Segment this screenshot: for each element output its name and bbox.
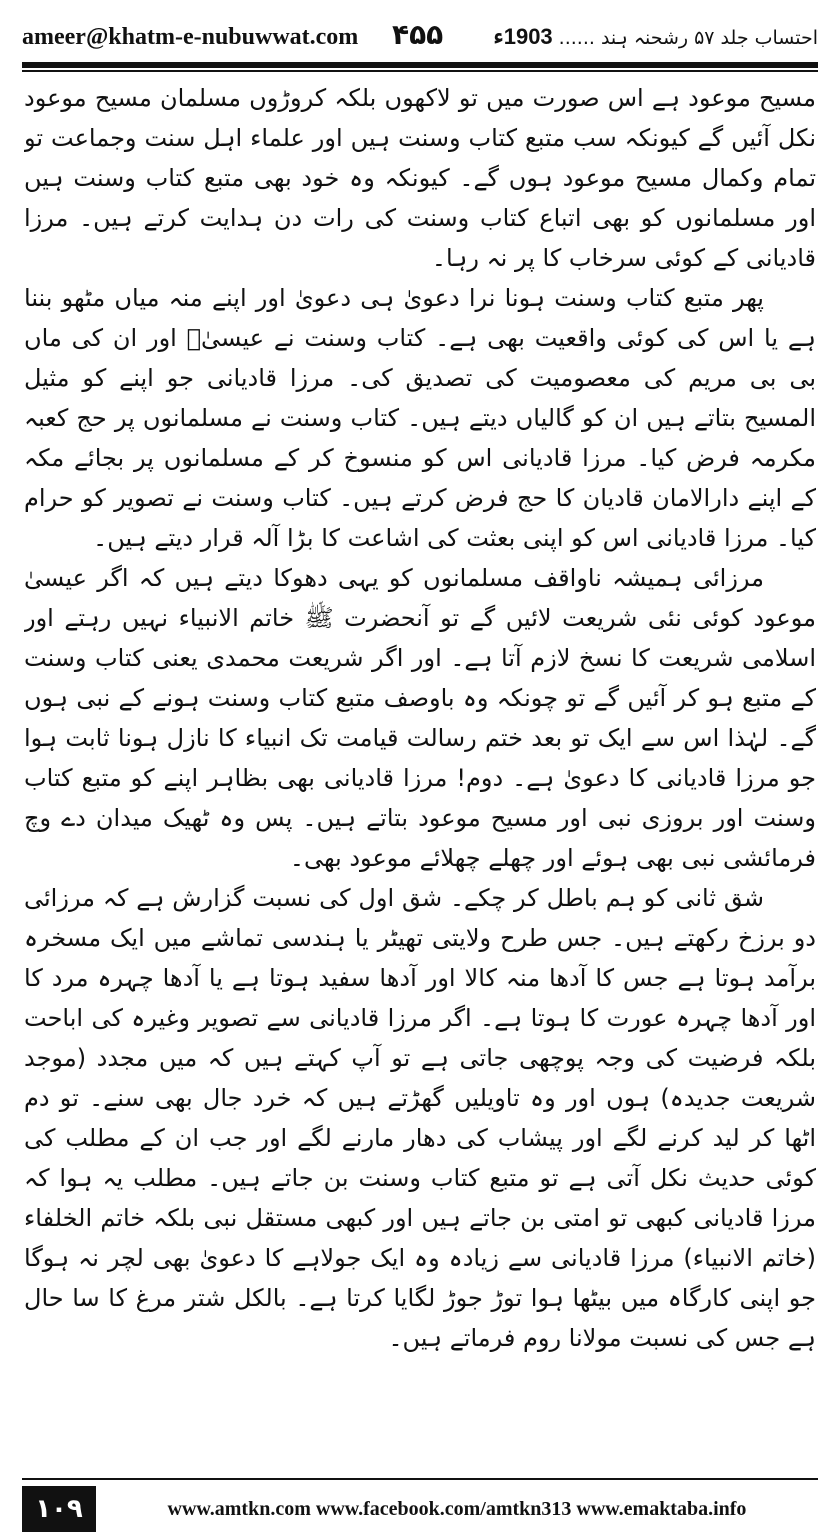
header-book-title (493, 24, 818, 50)
header-email: ameer@khatm-e-nubuwwat.com (22, 23, 359, 50)
page-footer (22, 1484, 818, 1534)
paragraph-2: پھر متبع کتاب وسنت ہونا نرا دعویٰ ہی دعویٰ اور اپنے منہ میاں مٹھو بننا ہے یا اس کی کوئی واقعیت بھی ہے۔ کتاب وسنت نے عیسیٰؑ اور ان کی ماں بی بی مریم کی معصومیت کی تصدیق کی۔ مرزا قادیانی جو اپنے کو مثیل المسیح بتاتے ہیں ان کو گالیاں دیتے ہیں۔ کتاب وسنت نے مسلمانوں پر حج کعبہ مکرمہ فرض کیا۔ مرزا قادیانی اس کو منسوخ کر کے مسلمانوں پر بجائے مکہ کے اپنے دارالامان قادیان کا حج فرض کرتے ہیں۔ کتاب وسنت نے تصویر کو حرام کیا۔ مرزا قادیانی اس کو اپنی بعثت کی اشاعت کا بڑا آلہ قرار دیتے ہیں۔ (24, 284, 816, 552)
footer-rule (22, 1478, 818, 1480)
book-title-text: احتساب جلد ۵۷ رشحنہ ہند ...... (558, 27, 818, 49)
page-header (22, 14, 818, 60)
paragraph-1: مسیح موعود ہے اس صورت میں تو لاکھوں بلکہ کروڑوں مسلمان مسیح موعود نکل آئیں گے کیونکہ سب متبع کتاب وسنت ہیں اور علماء اہل سنت وجماعت تو تمام وکمال مسیح موعود ہوں گے۔ کیونکہ وہ خود بھی متبع کتاب وسنت ہیں اور مسلمانوں کو بھی اتباع کتاب وسنت کی رات دن ہدایت کرتے ہیں۔ مرزا قادیانی کے کوئی سرخاب کا پر نہ رہا۔ (24, 84, 816, 272)
paragraph-4: شق ثانی کو ہم باطل کر چکے۔ شق اول کی نسبت گزارش ہے کہ مرزائی دو برزخ رکھتے ہیں۔ جس طرح ولایتی تھیٹر یا ہندسی تماشے میں ایک مسخرہ برآمد ہوتا ہے جس کا آدھا منہ کالا اور آدھا سفید ہوتا ہے یا آدھا چہرہ مرد کا اور آدھا چہرہ عورت کا ہوتا ہے۔ اگر مرزا قادیانی سے تصویر وغیرہ کی اباحت بلکہ فرضیت کی وجہ پوچھی جاتی ہے تو آپ کہتے ہیں کہ میں مجدد (موجد شریعت جدیدہ) ہوں اور وہ تاویلیں گھڑتے ہیں کہ خرد جال بھی سنے۔ تو دم اٹھا کر لید کرنے لگے اور پیشاب کی دھار مارنے لگے اور جب ان کے مطلب کی کوئی حدیث نکل آتی ہے تو متبع کتاب وسنت بن جاتے ہیں۔ مطلب یہ ہوا کہ مرزا قادیانی کبھی تو امتی بن جاتے ہیں اور کبھی مستقل نبی بلکہ خاتم الخلفاء (خاتم الانبیاء) مرزا قادیانی سے زیادہ وہ ایک جولاہے کا دعویٰ بھی لچر نہ ہوگا جو اپنی کارگاہ میں بیٹھا ہوا توڑ جوڑ لگایا کرتا ہے۔ بالکل شتر مرغ کا سا حال ہے جس کی نسبت مولانا روم فرماتے ہیں۔ (24, 884, 816, 1352)
footer-page-number: ۱۰۹ (22, 1486, 96, 1532)
header-rule-thick (22, 62, 818, 68)
header-page-number: ۴۵۵ (392, 18, 444, 51)
book-year: 1903ء (493, 24, 553, 49)
body-text (24, 78, 816, 1458)
footer-links: www.amtkn.com www.facebook.com/amtkn313 www.emaktaba.info (167, 1497, 747, 1520)
paragraph-3: مرزائی ہمیشہ ناواقف مسلمانوں کو یہی دھوکا دیتے ہیں کہ اگر عیسیٰ موعود کوئی نئی شریعت لائیں گے تو آنحضرت ﷺ خاتم الانبیاء نہیں رہتے اور اسلامی شریعت کا نسخ لازم آتا ہے۔ اور اگر شریعت محمدی یعنی کتاب وسنت کے متبع ہو کر آئیں گے تو چونکہ وہ باوصف متبع کتاب وسنت ہونے کے نبی ہوں گے۔ لہٰذا اس سے ایک تو بعد ختم رسالت قیامت تک انبیاء کا نازل ہونا ثابت ہوا جو مرزا قادیانی کا دعویٰ ہے۔ دوم! مرزا قادیانی بھی بظاہر اپنے کو متبع کتاب وسنت اور بروزی نبی اور مسیح موعود بتاتے ہیں۔ پس وہ ٹھیک میدان دے وچ فرمائشی نبی بھی ہوئے اور چھلے چھلائے موعود بھی۔ (24, 564, 816, 872)
header-rule-thin (22, 70, 818, 72)
